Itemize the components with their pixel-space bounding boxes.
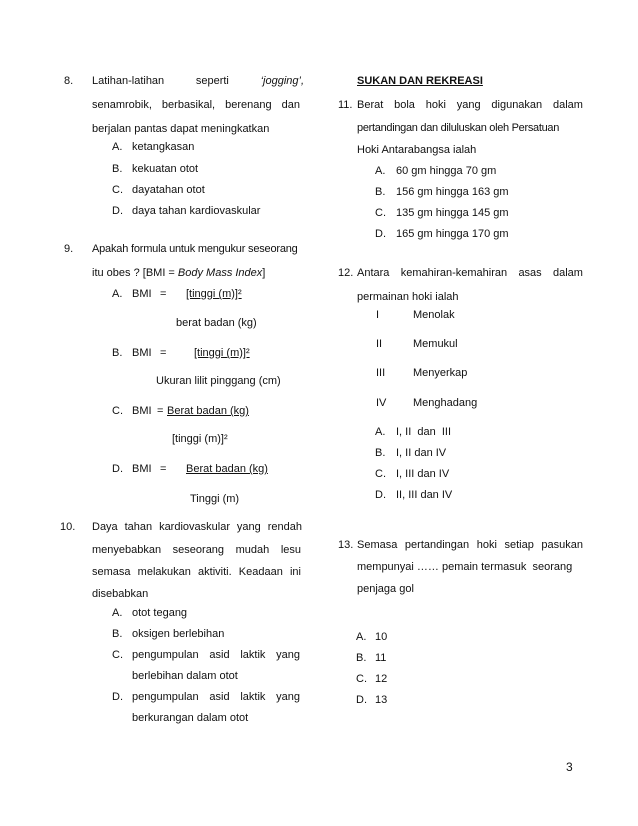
option-text: I, II dan IV (396, 447, 447, 459)
option-text: II, III dan IV (396, 489, 453, 501)
word: Semasa (357, 539, 398, 551)
formula-lhs: BMI (132, 405, 152, 417)
option-text: 11 (375, 652, 387, 664)
item-text: Menolak (413, 309, 455, 321)
formula-numerator: Berat badan (kg) (186, 463, 268, 475)
option-letter: A. (112, 288, 123, 300)
option-letter: D. (356, 694, 367, 706)
formula-equals: = (160, 347, 167, 359)
question-text-line: berjalan pantas dapat meningkatkan (92, 123, 270, 135)
option-letter: C. (112, 649, 123, 661)
option-text: ketangkasan (132, 141, 195, 153)
word: kardiovaskular (159, 521, 230, 533)
roman-numeral: I (376, 309, 380, 321)
option-text (132, 648, 300, 662)
formula-lhs: BMI (132, 347, 152, 359)
question-text-line: mempunyai …… pemain termasuk seorang (357, 561, 573, 573)
formula-denominator: Tinggi (m) (190, 493, 240, 505)
formula-equals: = (160, 463, 167, 475)
option-text: 60 gm hingga 70 gm (396, 165, 497, 177)
word: yang (236, 521, 261, 533)
word: melakukan (137, 566, 191, 578)
word: lesu (280, 544, 301, 556)
option-text: 10 (375, 631, 388, 643)
question-text-line: itu obes ? [BMI = Body Mass Index] (92, 267, 266, 279)
question-text-line (92, 520, 302, 534)
word: seseorang (172, 544, 225, 556)
word: seperti (195, 75, 229, 87)
item-text: Memukul (413, 338, 458, 350)
item-text: Menghadang (413, 397, 478, 409)
word: ‘jogging’, (260, 75, 304, 87)
option-text: dayatahan otot (132, 184, 205, 196)
word: laktik (240, 649, 266, 661)
option-letter: D. (112, 205, 123, 217)
word: yang (276, 691, 300, 703)
option-letter: D. (112, 463, 123, 475)
formula-denominator: [tinggi (m)]² (172, 433, 228, 445)
word: bola (394, 99, 415, 111)
word: asas (518, 267, 542, 279)
question-number: 9. (64, 243, 74, 255)
word: Antara (357, 267, 390, 279)
question-text-line: Hoki Antarabangsa ialah (357, 144, 477, 156)
formula-denominator: Ukuran lilit pinggang (cm) (156, 375, 281, 387)
question-text-line (92, 543, 301, 557)
option-text: daya tahan kardiovaskular (132, 205, 261, 217)
option-text: I, II dan III (396, 426, 452, 438)
option-text: I, III dan IV (396, 468, 450, 480)
option-letter: B. (112, 628, 123, 640)
word: menyebabkan (92, 544, 162, 556)
option-text: 156 gm hingga 163 gm (396, 186, 509, 198)
question-text-line (357, 266, 583, 280)
option-letter: C. (112, 405, 123, 417)
formula-equals: = (160, 288, 167, 300)
word: semasa (92, 566, 131, 578)
item-text: Menyerkap (413, 367, 468, 379)
question-number: 13. (338, 539, 354, 551)
option-text: 165 gm hingga 170 gm (396, 228, 509, 240)
formula-denominator: berat badan (kg) (176, 317, 257, 329)
option-letter: C. (375, 468, 386, 480)
formula-lhs: BMI (132, 463, 152, 475)
option-text: 12 (375, 673, 388, 685)
question-text-line (92, 565, 301, 579)
word: pengumpulan (132, 649, 199, 661)
option-letter: C. (356, 673, 367, 685)
question-number: 8. (64, 75, 74, 87)
formula-numerator: [tinggi (m)]² (186, 288, 242, 300)
option-letter: C. (112, 184, 123, 196)
formula-numerator: Berat badan (kg) (167, 405, 249, 417)
option-letter: A. (356, 631, 367, 643)
word: pasukan (541, 539, 583, 551)
question-text-line (357, 538, 583, 552)
word: Daya (92, 521, 118, 533)
word: rendah (267, 521, 302, 533)
word: dan (281, 99, 300, 111)
roman-numeral: IV (376, 397, 387, 409)
question-text-line: permainan hoki ialah (357, 291, 459, 303)
formula-numerator: [tinggi (m)]² (194, 347, 250, 359)
word: pertandingan (404, 539, 470, 551)
word: asid (209, 649, 230, 661)
formula-lhs: BMI (132, 288, 152, 300)
option-text (132, 690, 300, 704)
question-number: 12. (338, 267, 354, 279)
option-letter: B. (356, 652, 367, 664)
question-text-line (357, 98, 583, 112)
word: aktiviti. (198, 566, 232, 578)
question-text-line (92, 74, 304, 88)
page-number: 3 (566, 760, 573, 774)
option-letter: B. (375, 447, 386, 459)
roman-numeral: II (376, 338, 383, 350)
word: digunakan (491, 99, 543, 111)
word: dalam (552, 99, 583, 111)
word: Berat (357, 99, 384, 111)
option-text: oksigen berlebihan (132, 628, 225, 640)
right-column (319, 0, 638, 826)
word: Keadaan (238, 566, 283, 578)
option-letter: A. (375, 165, 386, 177)
question-text-line: pertandingan dan diluluskan oleh Persatuan (357, 122, 560, 134)
option-letter: B. (112, 163, 123, 175)
word: hoki (476, 539, 497, 551)
word: mudah (235, 544, 270, 556)
option-letter: D. (375, 489, 386, 501)
option-letter: D. (375, 228, 386, 240)
word: Latihan-latihan (92, 75, 165, 87)
word: berbasikal, (161, 99, 216, 111)
option-letter: B. (375, 186, 386, 198)
word: tahan (124, 521, 153, 533)
option-text-continued: berlebihan dalam otot (132, 670, 238, 682)
word: yang (276, 649, 300, 661)
option-text: 13 (375, 694, 388, 706)
option-letter: A. (375, 426, 386, 438)
word: asid (209, 691, 230, 703)
option-text: kekuatan otot (132, 163, 199, 175)
option-text: otot tegang (132, 607, 188, 619)
word: laktik (240, 691, 266, 703)
formula-equals: = (157, 405, 164, 417)
roman-numeral: III (376, 367, 386, 379)
word: pengumpulan (132, 691, 199, 703)
option-letter: A. (112, 607, 123, 619)
section-title: SUKAN DAN REKREASI (357, 75, 483, 87)
option-text-continued: berkurangan dalam otot (132, 712, 249, 724)
option-letter: D. (112, 691, 123, 703)
word: senamrobik, (92, 99, 152, 111)
question-number: 11. (338, 99, 353, 111)
option-text: 135 gm hingga 145 gm (396, 207, 509, 219)
word: dalam (553, 267, 583, 279)
word: kemahiran-kemahiran (400, 267, 508, 279)
word: berenang (225, 99, 272, 111)
option-letter: A. (112, 141, 123, 153)
question-text-line: penjaga gol (357, 583, 414, 595)
question-text-line: disebabkan (92, 588, 149, 600)
option-letter: C. (375, 207, 386, 219)
question-text-line: Apakah formula untuk mengukur seseorang (92, 243, 298, 255)
word: hoki (425, 99, 446, 111)
option-letter: B. (112, 347, 123, 359)
word: ini (289, 566, 301, 578)
word: setiap (504, 539, 534, 551)
question-text-line (92, 98, 300, 112)
question-number: 10. (60, 521, 76, 533)
word: yang (456, 99, 481, 111)
